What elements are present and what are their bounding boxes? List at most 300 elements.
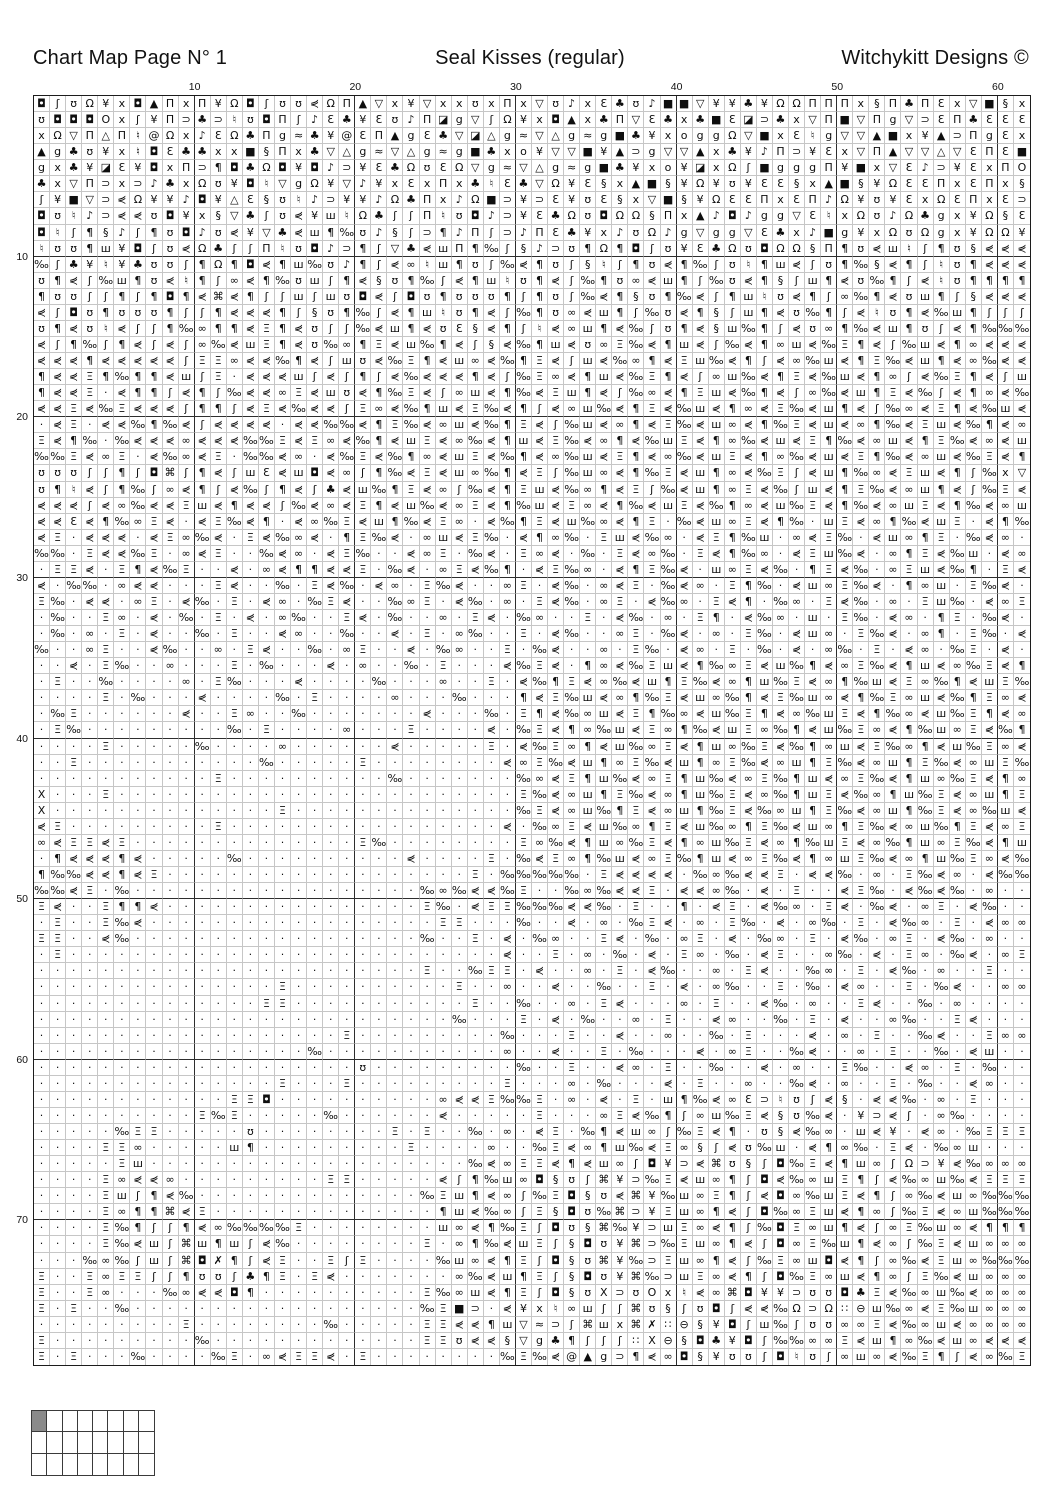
chart-cell: ⋞ <box>789 433 805 449</box>
chart-cell: ʃ <box>901 1236 917 1252</box>
chart-cell: · <box>564 642 580 658</box>
chart-cell: ‰ <box>564 482 580 498</box>
chart-cell: ⋞ <box>612 1028 628 1044</box>
chart-cell: ш <box>789 337 805 353</box>
chart-cell: · <box>387 1012 403 1028</box>
chart-cell: ⋞ <box>837 353 853 369</box>
chart-cell: ⋞ <box>741 1236 757 1252</box>
chart-cell: · <box>436 835 452 851</box>
chart-cell: · <box>789 867 805 883</box>
chart-cell: ¶ <box>436 1204 452 1220</box>
chart-cell: ¶ <box>66 433 82 449</box>
chart-cell: ⋞ <box>677 465 693 481</box>
chart-cell: Ξ <box>628 706 644 722</box>
chart-cell: · <box>50 996 66 1012</box>
chart-cell: ¶ <box>869 417 885 433</box>
chart-cell: Ξ <box>227 1092 243 1108</box>
chart-cell: ‰ <box>998 1349 1014 1365</box>
chart-cell: ‰ <box>805 353 821 369</box>
chart-cell: ⋞ <box>355 273 371 289</box>
chart-cell: ⋞ <box>66 321 82 337</box>
chart-cell: · <box>677 530 693 546</box>
chart-cell: · <box>468 819 484 835</box>
chart-cell: ∞ <box>34 835 50 851</box>
chart-cell: · <box>323 803 339 819</box>
chart-cell: · <box>452 755 468 771</box>
chart-cell: · <box>130 449 146 465</box>
chart-cell: · <box>500 1140 516 1156</box>
chart-cell: ‰ <box>661 626 677 642</box>
chart-cell: ♣ <box>709 241 725 257</box>
chart-cell: · <box>163 1092 179 1108</box>
chart-cell: · <box>773 530 789 546</box>
chart-cell: · <box>146 1333 162 1349</box>
chart-cell: ‰ <box>950 1108 966 1124</box>
chart-cell: ‰ <box>1014 385 1030 401</box>
chart-cell: · <box>163 722 179 738</box>
chart-cell: ¶ <box>307 562 323 578</box>
chart-cell: · <box>355 1076 371 1092</box>
chart-cell: ▽ <box>275 176 291 192</box>
chart-cell: ■ <box>982 96 998 112</box>
chart-cell: ш <box>291 369 307 385</box>
chart-cell: ⋞ <box>805 417 821 433</box>
chart-cell: ⋞ <box>275 369 291 385</box>
chart-cell: · <box>403 1349 419 1365</box>
chart-cell: · <box>371 979 387 995</box>
chart-cell: · <box>50 1076 66 1092</box>
chart-cell: · <box>789 963 805 979</box>
chart-cell: · <box>34 722 50 738</box>
chart-cell: ʃ <box>805 257 821 273</box>
chart-cell: Ξ <box>130 1124 146 1140</box>
chart-cell: Ω <box>259 160 275 176</box>
chart-cell: · <box>163 1156 179 1172</box>
chart-cell: ¶ <box>275 321 291 337</box>
chart-cell: · <box>998 1092 1014 1108</box>
chart-cell: g <box>982 128 998 144</box>
chart-cell: ‰ <box>484 1236 500 1252</box>
chart-cell: ⋞ <box>484 305 500 321</box>
chart-cell: ⋞ <box>998 353 1014 369</box>
chart-cell: ∞ <box>998 498 1014 514</box>
chart-cell: · <box>564 1012 580 1028</box>
chart-cell: · <box>966 594 982 610</box>
chart-cell: ∞ <box>918 1285 934 1301</box>
chart-cell: · <box>355 1172 371 1188</box>
chart-cell: · <box>355 883 371 899</box>
chart-cell: ʊ <box>66 465 82 481</box>
chart-cell: · <box>371 803 387 819</box>
chart-cell: ⋞ <box>693 1285 709 1301</box>
chart-cell: · <box>371 1204 387 1220</box>
chart-cell: x <box>950 225 966 241</box>
chart-cell: · <box>387 674 403 690</box>
chart-cell: · <box>918 610 934 626</box>
chart-cell: ⋞ <box>484 482 500 498</box>
chart-cell: · <box>612 1044 628 1060</box>
chart-cell: ¶ <box>227 321 243 337</box>
chart-cell: ‰ <box>966 739 982 755</box>
chart-cell: ¶ <box>130 385 146 401</box>
chart-cell: ¶ <box>339 305 355 321</box>
chart-cell: g <box>596 1349 612 1365</box>
chart-cell: ⋞ <box>130 1172 146 1188</box>
chart-cell: ʃ <box>998 369 1014 385</box>
chart-cell: · <box>403 1044 419 1060</box>
chart-cell: ¶ <box>403 321 419 337</box>
chart-cell: ⋞ <box>628 771 644 787</box>
chart-cell: · <box>628 996 644 1012</box>
chart-cell: · <box>484 626 500 642</box>
chart-cell: · <box>982 1140 998 1156</box>
chart-cell: · <box>66 996 82 1012</box>
chart-cell: · <box>371 1220 387 1236</box>
chart-cell: Ξ <box>516 1285 532 1301</box>
chart-cell: ʊ <box>468 257 484 273</box>
chart-cell: · <box>291 642 307 658</box>
chart-cell: ⋞ <box>146 562 162 578</box>
chart-cell: ‰ <box>516 385 532 401</box>
chart-cell: ∞ <box>869 835 885 851</box>
chart-cell: · <box>532 1044 548 1060</box>
chart-cell: ш <box>693 771 709 787</box>
chart-cell: · <box>677 915 693 931</box>
chart-cell: g <box>693 128 709 144</box>
chart-cell: ∞ <box>901 819 917 835</box>
chart-cell: ⋞ <box>211 465 227 481</box>
chart-cell: ʃ <box>211 482 227 498</box>
chart-cell: · <box>339 1060 355 1076</box>
chart-cell: · <box>98 1028 114 1044</box>
chart-cell: ‰ <box>757 610 773 626</box>
chart-cell: · <box>323 1236 339 1252</box>
chart-cell: · <box>516 1140 532 1156</box>
chart-cell: ⋞ <box>661 385 677 401</box>
chart-cell: · <box>34 562 50 578</box>
chart-cell: ∞ <box>452 498 468 514</box>
chart-cell: · <box>484 931 500 947</box>
chart-cell: x <box>114 96 130 112</box>
chart-cell: ⋞ <box>982 498 998 514</box>
chart-cell: ⋞ <box>693 1044 709 1060</box>
chart-cell: ш <box>628 1124 644 1140</box>
chart-cell: Ω <box>227 96 243 112</box>
chart-cell: Ξ <box>436 514 452 530</box>
chart-cell: x <box>387 96 403 112</box>
chart-cell: Ξ <box>789 883 805 899</box>
chart-cell: ⋞ <box>677 658 693 674</box>
chart-cell: · <box>323 851 339 867</box>
chart-cell: Ξ <box>837 1060 853 1076</box>
chart-cell: ∞ <box>548 819 564 835</box>
chart-cell: x <box>34 128 50 144</box>
chart-cell: ∞ <box>564 851 580 867</box>
chart-cell: ʃ <box>564 289 580 305</box>
chart-cell: ‰ <box>259 658 275 674</box>
chart-cell: ⋞ <box>885 658 901 674</box>
chart-cell: ⋞ <box>371 289 387 305</box>
chart-cell: ⋞ <box>436 353 452 369</box>
chart-cell: ∞ <box>339 337 355 353</box>
chart-cell: ⋞ <box>998 289 1014 305</box>
chart-cell: · <box>371 1269 387 1285</box>
chart-cell: ʃ <box>885 1156 901 1172</box>
chart-cell: Ξ <box>628 803 644 819</box>
chart-cell: ‰ <box>612 771 628 787</box>
chart-cell: ■ <box>709 112 725 128</box>
chart-cell: · <box>420 1220 436 1236</box>
chart-cell: ш <box>821 514 837 530</box>
chart-cell: ¶ <box>275 482 291 498</box>
chart-cell: ♣ <box>307 144 323 160</box>
chart-cell: · <box>82 1060 98 1076</box>
chart-cell: Ξ <box>516 1349 532 1365</box>
chart-cell: Ξ <box>211 449 227 465</box>
chart-cell: ⋞ <box>211 433 227 449</box>
chart-cell: ш <box>982 1044 998 1060</box>
chart-cell: · <box>677 867 693 883</box>
chart-cell: ʊ <box>307 321 323 337</box>
chart-cell: ш <box>516 433 532 449</box>
chart-cell: · <box>436 1140 452 1156</box>
chart-cell: ш <box>918 835 934 851</box>
chart-cell: ⋞ <box>82 401 98 417</box>
chart-cell: ∞ <box>950 996 966 1012</box>
chart-cell: ⋞ <box>901 1060 917 1076</box>
chart-cell: ⋞ <box>34 514 50 530</box>
chart-cell: · <box>82 1204 98 1220</box>
chart-cell: Ξ <box>628 642 644 658</box>
chart-cell: · <box>82 787 98 803</box>
chart-cell: Π <box>420 112 436 128</box>
chart-cell: · <box>950 1124 966 1140</box>
chart-cell: · <box>259 1156 275 1172</box>
chart-cell: § <box>773 1108 789 1124</box>
chart-cell: ∞ <box>982 1301 998 1317</box>
chart-cell: x <box>387 176 403 192</box>
chart-cell: ∞ <box>693 1253 709 1269</box>
chart-cell: ш <box>918 819 934 835</box>
chart-cell: · <box>163 963 179 979</box>
chart-cell: · <box>484 578 500 594</box>
chart-cell: Ɛ <box>757 225 773 241</box>
chart-cell: △ <box>484 128 500 144</box>
chart-cell: · <box>355 1317 371 1333</box>
chart-cell: ʃ <box>179 337 195 353</box>
chart-cell: Ξ <box>211 610 227 626</box>
chart-cell: ш <box>918 353 934 369</box>
chart-cell: · <box>259 771 275 787</box>
chart-cell: ‰ <box>564 562 580 578</box>
chart-cell: · <box>66 1124 82 1140</box>
chart-cell: ⋞ <box>998 257 1014 273</box>
chart-cell: · <box>195 706 211 722</box>
chart-cell: · <box>821 610 837 626</box>
chart-cell: ¶ <box>146 369 162 385</box>
chart-cell: Π <box>918 96 934 112</box>
chart-cell: ʃ <box>130 321 146 337</box>
chart-cell: · <box>901 996 917 1012</box>
chart-cell: · <box>211 739 227 755</box>
chart-cell: ш <box>837 1236 853 1252</box>
chart-cell: ⋞ <box>757 369 773 385</box>
chart-cell: · <box>82 1188 98 1204</box>
chart-cell: ¶ <box>420 353 436 369</box>
chart-cell: ʃ <box>532 401 548 417</box>
chart-cell: ⋞ <box>757 755 773 771</box>
chart-cell: ≈ <box>532 1317 548 1333</box>
chart-cell: Ξ <box>789 417 805 433</box>
chart-cell: · <box>484 1301 500 1317</box>
chart-cell: x <box>950 208 966 224</box>
chart-cell: ‰ <box>934 979 950 995</box>
chart-cell: ◘ <box>146 144 162 160</box>
chart-cell: · <box>323 755 339 771</box>
chart-cell: ⋞ <box>1014 401 1030 417</box>
chart-cell: ▽ <box>516 1317 532 1333</box>
chart-cell: ⊃ <box>644 1253 660 1269</box>
chart-cell: Π <box>966 192 982 208</box>
chart-cell: · <box>644 1060 660 1076</box>
chart-cell: · <box>420 1108 436 1124</box>
chart-cell: ⋞ <box>371 353 387 369</box>
chart-cell: ʊ <box>323 305 339 321</box>
chart-cell: ⋞ <box>934 658 950 674</box>
chart-cell: · <box>934 947 950 963</box>
chart-cell: ¶ <box>725 1188 741 1204</box>
chart-cell: ʃ <box>789 1317 805 1333</box>
chart-cell: ¶ <box>275 305 291 321</box>
chart-cell: ⊖ <box>661 1333 677 1349</box>
chart-cell: ⋞ <box>901 417 917 433</box>
chart-cell: Ξ <box>869 1028 885 1044</box>
chart-cell: ⋞ <box>195 1285 211 1301</box>
chart-cell: Ω <box>725 160 741 176</box>
chart-cell: Ω <box>773 241 789 257</box>
chart-cell: ¶ <box>34 867 50 883</box>
chart-cell: ¶ <box>243 1285 259 1301</box>
chart-cell: x <box>532 1301 548 1317</box>
chart-cell: ∞ <box>1014 1269 1030 1285</box>
chart-cell: Ξ <box>693 610 709 626</box>
chart-cell: ¶ <box>773 369 789 385</box>
chart-cell: ¶ <box>580 835 596 851</box>
chart-cell: ‰ <box>114 915 130 931</box>
chart-cell: ¶ <box>34 369 50 385</box>
chart-cell: ‰ <box>934 369 950 385</box>
chart-cell: ⋞ <box>259 1253 275 1269</box>
chart-cell: · <box>291 1301 307 1317</box>
chart-cell: ⋞ <box>757 1188 773 1204</box>
chart-cell: ∞ <box>1014 1285 1030 1301</box>
chart-cell: ∞ <box>580 1140 596 1156</box>
chart-cell: ♣ <box>564 225 580 241</box>
chart-cell: · <box>982 642 998 658</box>
chart-cell: · <box>307 1076 323 1092</box>
chart-cell: · <box>179 979 195 995</box>
chart-cell: ‰ <box>644 1269 660 1285</box>
chart-cell: ⋞ <box>998 385 1014 401</box>
chart-cell: ∞ <box>436 562 452 578</box>
chart-cell: ʊ <box>452 1333 468 1349</box>
chart-cell: · <box>114 594 130 610</box>
page-map-cell <box>47 1432 62 1453</box>
chart-cell: ▽ <box>693 96 709 112</box>
chart-cell: · <box>355 1236 371 1252</box>
chart-cell: ш <box>773 498 789 514</box>
chart-cell: · <box>773 963 789 979</box>
chart-cell: · <box>275 819 291 835</box>
chart-cell: ¶ <box>628 449 644 465</box>
chart-cell: Ξ <box>885 1044 901 1060</box>
chart-cell: Ξ <box>596 530 612 546</box>
chart-cell: ∞ <box>789 899 805 915</box>
chart-cell: ‰ <box>516 498 532 514</box>
chart-cell: ‰ <box>243 482 259 498</box>
chart-cell: · <box>163 835 179 851</box>
chart-cell: · <box>436 722 452 738</box>
chart-cell: ш <box>821 835 837 851</box>
chart-cell: ∞ <box>500 1188 516 1204</box>
chart-cell: ♮ <box>500 273 516 289</box>
chart-cell: Ξ <box>98 899 114 915</box>
chart-cell: ‰ <box>644 931 660 947</box>
chart-cell: ш <box>564 514 580 530</box>
chart-cell: Ξ <box>966 819 982 835</box>
column-number-label: 30 <box>510 81 522 93</box>
chart-cell: · <box>468 851 484 867</box>
page-map-cell <box>63 1432 78 1453</box>
chart-cell: ʃ <box>661 1124 677 1140</box>
chart-cell: ⋞ <box>628 433 644 449</box>
chart-cell: ⊃ <box>950 128 966 144</box>
chart-cell: ‰ <box>773 1204 789 1220</box>
chart-cell: · <box>307 899 323 915</box>
chart-cell: · <box>516 963 532 979</box>
chart-cell: ¥ <box>211 96 227 112</box>
chart-cell: · <box>66 787 82 803</box>
chart-cell: ʃ <box>179 257 195 273</box>
chart-cell: ʃ <box>950 289 966 305</box>
chart-cell: ш <box>885 241 901 257</box>
chart-cell: · <box>420 1269 436 1285</box>
chart-cell: Ξ <box>114 626 130 642</box>
chart-cell: ¶ <box>211 321 227 337</box>
chart-cell: ¶ <box>661 369 677 385</box>
chart-cell: ∞ <box>661 449 677 465</box>
chart-cell: Ξ <box>211 353 227 369</box>
chart-cell: ʃ <box>339 401 355 417</box>
chart-cell: · <box>339 803 355 819</box>
chart-cell: ⋞ <box>34 353 50 369</box>
chart-cell: · <box>179 1301 195 1317</box>
chart-cell: ‰ <box>420 1301 436 1317</box>
chart-cell: ʊ <box>50 289 66 305</box>
chart-cell: ♣ <box>387 160 403 176</box>
chart-cell: ⋞ <box>484 449 500 465</box>
chart-cell: ∞ <box>628 819 644 835</box>
chart-cell: ʊ <box>725 176 741 192</box>
chart-cell: ¶ <box>644 706 660 722</box>
chart-cell: § <box>548 1172 564 1188</box>
chart-cell: ∞ <box>339 465 355 481</box>
page-map-cell <box>32 1454 47 1475</box>
chart-cell: · <box>693 899 709 915</box>
chart-cell: ⋞ <box>195 433 211 449</box>
chart-cell: ¶ <box>50 851 66 867</box>
chart-cell: ⋞ <box>837 931 853 947</box>
